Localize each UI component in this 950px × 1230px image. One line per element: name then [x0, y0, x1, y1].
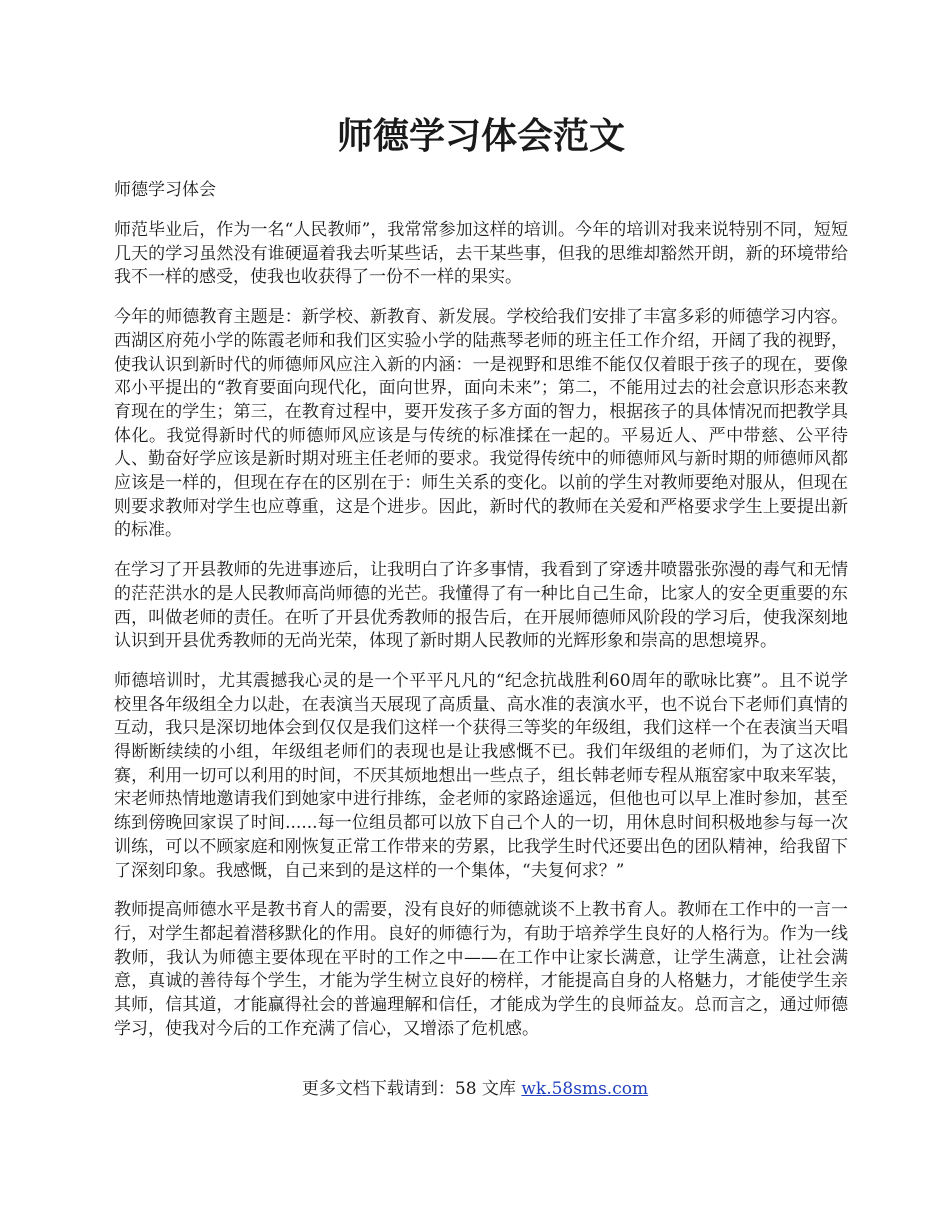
paragraph-4: 师德培训时，尤其震撼我心灵的是一个平平凡凡的“纪念抗战胜利60周年的歌咏比赛”。且不说学校里各年级组全力以赴，在表演当天展现了高质量、高水准的表演水平，也不说台下老师们真情的互动，我只是深切地体会到仅仅是我们这样一个获得三等奖的年级组，我们这样一个在表演当天唱得断断续续的小组，年级组老师们的表现也是让我感慨不已。我们年级组的老师们，为了这次比赛，利用一切可以利用的时间，不厌其烦地想出一些点子，组长韩老师专程从瓶窑家中取来军装，宋老师热情地邀请我们到她家中进行排练，金老师的家路途遥远，但他也可以早上准时参加，甚至练到傍晚回家误了时间......每一位组员都可以放下自己个人的一切，用休息时间积极地参与每一次训练，可以不顾家庭和刚恢复正常工作带来的劳累，比我学生时代还要出色的团队精神，给我留下了深刻印象。我感慨，自己来到的是这样的一个集体，“夫复何求？” — [114, 670, 848, 881]
paragraph-3: 在学习了开县教师的先进事迹后，让我明白了许多事情，我看到了穿透井喷嚣张弥漫的毒气和无情的茫茫洪水的是人民教师高尚师德的光芒。我懂得了有一种比自己生命，比家人的安全更重要的东西，叫做老师的责任。在听了开县优秀教师的报告后，在开展师德师风阶段的学习后，使我深刻地认识到开县优秀教师的无尚光荣，体现了新时期人民教师的光辉形象和崇高的思想境界。 — [114, 560, 848, 652]
document-title: 师德学习体会范文 — [336, 115, 625, 157]
paragraph-5: 教师提高师德水平是教书育人的需要，没有良好的师德就谈不上教书育人。教师在工作中的一言一行，对学生都起着潜移默化的作用。良好的师德行为，有助于培养学生良好的人格行为。作为一线教师，我认为师德主要体现在平时的工作之中——在工作中让家长满意，让学生满意，让社会满意，真诚的善待每个学生，才能为学生树立良好的榜样，才能提高自身的人格魅力，才能使学生亲其师，信其道，才能赢得社会的普遍理解和信任，才能成为学生的良师益友。总而言之，通过师德学习，使我对今后的工作充满了信心，又增添了危机感。 — [114, 900, 848, 1039]
footer-link[interactable]: wk.58sms.com — [521, 1079, 649, 1099]
page-footer — [0, 1077, 950, 1101]
document-body — [114, 219, 848, 1058]
paragraph-1: 师范毕业后，作为一名“人民教师”，我常常参加这样的培训。今年的培训对我来说特别不同，短短几天的学习虽然没有谁硬逼着我去听某些话，去干某些事，但我的思维却豁然开朗，新的环境带给我不一样的感受，使我也收获得了一份不一样的果实。 — [114, 220, 848, 288]
footer-text: 更多文档下载请到：58 文库 — [301, 1079, 522, 1099]
document-subtitle: 师德学习体会 — [114, 180, 216, 200]
paragraph-2: 今年的师德教育主题是：新学校、新教育、新发展。学校给我们安排了丰富多彩的师德学习内容。西湖区府苑小学的陈霞老师和我们区实验小学的陆燕琴老师的班主任工作介绍，开阔了我的视野，使我认识到新时代的师德师风应注入新的内涵：一是视野和思维不能仅仅着眼于孩子的现在，要像邓小平提出的“教育要面向现代化，面向世界，面向未来”；第二，不能用过去的社会意识形态来教育现在的学生；第三，在教育过程中，要开发孩子多方面的智力，根据孩子的具体情况而把教学具体化。我觉得新时代的师德师风应该是与传统的标准揉在一起的。平易近人、严中带慈、公平待人、勤奋好学应该是新时期对班主任老师的要求。我觉得传统中的师德师风与新时期的师德师风都应该是一样的，但现在存在的区别在于：师生关系的变化。以前的学生对教师要绝对服从，但现在则要求教师对学生也应尊重，这是个进步。因此，新时代的教师在关爱和严格要求学生上要提出新的标准。 — [114, 307, 848, 541]
